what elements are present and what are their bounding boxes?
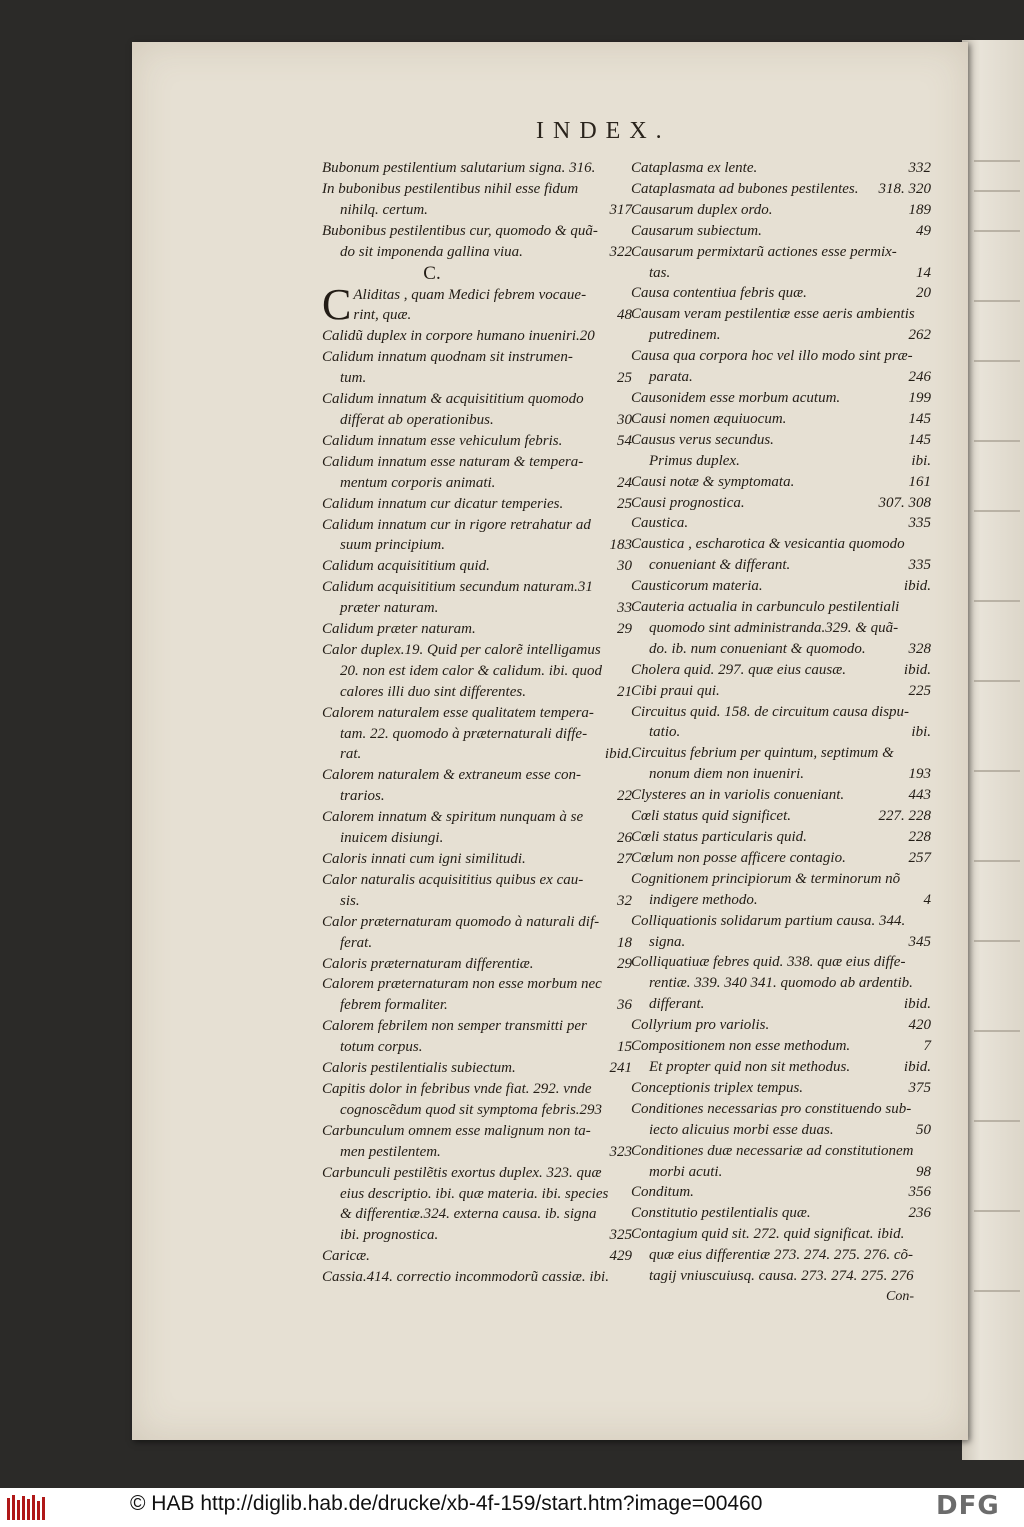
page-reference: 49	[916, 222, 931, 239]
entry-text: Cibi praui qui.	[631, 682, 720, 699]
entry-text: Calidũ duplex in corpore humano inueniri.20	[322, 328, 595, 345]
page-reference: 375	[908, 1079, 931, 1096]
index-entry	[322, 640, 632, 703]
index-entry	[322, 912, 632, 954]
page-reference: 18	[617, 934, 632, 951]
entry-text: rint, quæ.	[353, 307, 412, 324]
page-reference: ibid.	[604, 746, 632, 763]
entry-text: Cholera quid. 297. quæ eius causæ.	[631, 661, 847, 678]
entry-text: indigere methodo.	[649, 891, 758, 908]
entry-text: inuicem disiungi.	[340, 830, 444, 847]
index-entry	[631, 430, 931, 451]
entry-text: Calorem naturalem & extraneum esse con-	[322, 767, 581, 784]
entry-text: Causi nomen æquiuocum.	[631, 410, 787, 427]
entry-text: Constitutio pestilentialis quæ.	[631, 1205, 811, 1222]
page-reference: 32	[617, 892, 632, 909]
entry-text: tas.	[649, 264, 671, 281]
entry-text: ferat.	[340, 934, 373, 951]
entry-text: Calor naturalis acquisititius quibus ex cau-	[322, 871, 584, 888]
index-entry	[322, 326, 632, 347]
entry-text: Calidum innatum cur dicatur temperies.	[322, 495, 564, 512]
page-reference: 225	[908, 682, 931, 699]
entry-text: Cognitionem principiorum & terminorum nõ	[631, 870, 901, 887]
index-entry	[631, 493, 931, 514]
index-entry	[631, 472, 931, 493]
entry-text: Caloris præternaturam differentiæ.	[322, 955, 534, 972]
page-reference: 236	[908, 1205, 931, 1222]
index-entry	[631, 597, 931, 660]
entry-text: Capitis dolor in febribus vnde fiat. 292. vnde	[322, 1080, 592, 1097]
entry-text: differant.	[649, 996, 705, 1013]
index-entry	[631, 1224, 931, 1287]
adjacent-page-edge	[962, 40, 1024, 1460]
entry-text: trarios.	[340, 788, 385, 805]
index-entry	[631, 848, 931, 869]
page-reference: 36	[617, 997, 632, 1014]
entry-text: tagij vniuscuiusq. causa. 273. 274. 275. 276	[649, 1268, 914, 1285]
page-reference: ibid.	[903, 578, 931, 595]
entry-text: do sit imponenda gallina viua.	[340, 243, 523, 260]
entry-text: Colliquationis solidarum partium causa. 344.	[631, 912, 906, 929]
index-entry	[322, 279, 632, 329]
index-entry	[322, 221, 632, 263]
page-reference: 29	[617, 955, 632, 972]
page-reference: 307. 308	[878, 494, 931, 511]
page-reference: 228	[908, 829, 931, 845]
index-entry	[322, 452, 632, 494]
index-entry	[322, 431, 632, 452]
page-reference: ibid.	[903, 1058, 931, 1075]
page-reference: 22	[617, 788, 632, 805]
entry-text: Circuitus febrium per quintum, septimum &	[631, 745, 894, 762]
entry-text: Cataplasma ex lente.	[631, 160, 758, 176]
entry-text: Bubonibus pestilentibus cur, quomodo & quã-	[322, 222, 598, 239]
index-entry	[631, 743, 931, 785]
page-reference: 241	[609, 1060, 632, 1077]
index-entry	[322, 619, 632, 640]
index-entry	[631, 1078, 931, 1099]
index-entry	[322, 765, 632, 807]
page-reference: 161	[908, 473, 931, 490]
index-entry	[322, 1121, 632, 1163]
entry-text: sis.	[340, 892, 360, 909]
entry-text: Causam veram pestilentiæ esse aeris ambientis	[631, 306, 915, 323]
entry-text: Circuitus quid. 158. de circuitum causa dispu-	[631, 703, 910, 720]
page-reference: 26	[617, 830, 632, 847]
index-entry	[322, 1246, 632, 1267]
index-entry	[631, 158, 931, 179]
page-reference: 429	[609, 1248, 632, 1265]
entry-text: Causticorum materia.	[631, 578, 763, 595]
page-reference: 21	[617, 683, 632, 700]
catchword: Con-	[886, 1289, 914, 1304]
entry-text: conueniant & differant.	[649, 557, 791, 574]
index-entry	[631, 806, 931, 827]
page-reference: 318. 320	[878, 180, 931, 197]
entry-text: Causi prognostica.	[631, 494, 745, 511]
entry-text: ibi. prognostica.	[340, 1227, 439, 1244]
entry-text: putredinem.	[649, 327, 721, 344]
index-entry	[631, 1182, 931, 1203]
index-entry	[631, 1036, 931, 1057]
page-reference: 317	[609, 201, 632, 218]
page-reference: 14	[916, 264, 931, 281]
entry-text: rentiæ. 339. 340 341. quomodo ab ardentib.	[649, 975, 913, 992]
page-reference: 30	[617, 558, 632, 575]
entry-text: Causarum permixtarũ actiones esse permix-	[631, 243, 897, 260]
page-reference: 27	[617, 851, 632, 867]
index-entry	[631, 681, 931, 702]
entry-text: Calorem innatum & spiritum nunquam à se	[322, 809, 584, 826]
entry-text: Carbunculum omnem esse malignum non ta-	[322, 1122, 591, 1139]
entry-text: Caustica.	[631, 515, 689, 532]
index-entry	[322, 703, 632, 766]
entry-text: Causarum duplex ordo.	[631, 201, 773, 218]
entry-text: Calorem febrilem non semper transmitti per	[322, 1018, 587, 1035]
entry-text: eius descriptio. ibi. quæ materia. ibi. species	[340, 1185, 609, 1202]
page-reference: 48	[617, 307, 632, 324]
index-entry	[322, 1016, 632, 1058]
entry-text: Causus verus secundus.	[631, 431, 774, 448]
page-reference: 193	[908, 766, 931, 783]
entry-text: Conditiones necessarias pro constituendo sub-	[631, 1100, 912, 1117]
entry-text: tam. 22. quomodo à præternaturali diffe-	[340, 725, 588, 742]
page-reference: 246	[908, 369, 931, 386]
page-reference: 322	[609, 243, 632, 260]
entry-text: Calidum innatum quodnam sit instrumen-	[322, 349, 573, 366]
entry-text: calores illi duo sint differentes.	[340, 683, 526, 700]
entry-text: Caustica , escharotica & vesicantia quomodo	[631, 536, 905, 553]
page-reference: 227. 228	[878, 808, 931, 825]
page-reference: 189	[908, 201, 931, 218]
drop-cap: C	[322, 279, 352, 329]
entry-text: Conceptionis triplex tempus.	[631, 1079, 804, 1096]
entry-text: nihilq. certum.	[340, 201, 428, 218]
index-entry	[631, 388, 931, 409]
entry-text: Cassia.414. correctio incommodorũ cassiæ. ibi.	[322, 1269, 609, 1286]
entry-text: Calidum acquisititium secundum naturam.31	[322, 579, 593, 596]
page-reference: 323	[609, 1143, 632, 1160]
entry-text: præter naturam.	[340, 600, 439, 617]
index-entry	[631, 911, 931, 953]
entry-text: Cataplasmata ad bubones pestilentes.	[631, 180, 859, 197]
page-reference: 29	[617, 621, 632, 638]
section-letter: C.	[423, 262, 441, 284]
page-reference: 20	[916, 285, 931, 302]
page-reference: 335	[908, 515, 931, 532]
entry-text: signa.	[649, 933, 686, 950]
index-entry	[322, 974, 632, 1016]
entry-text: Calorem naturalem esse qualitatem tempera-	[322, 704, 594, 721]
index-entry	[631, 346, 931, 388]
page-reference: ibid.	[903, 661, 931, 678]
entry-text: Causi notæ & symptomata.	[631, 473, 795, 490]
page-reference: 25	[617, 495, 632, 512]
entry-text: quomodo sint administranda.329. & quã-	[649, 619, 899, 636]
index-entry	[322, 1058, 632, 1079]
index-entry	[631, 200, 931, 221]
index-column-right	[631, 158, 931, 1287]
entry-text: Et propter quid non sit methodus.	[649, 1058, 851, 1075]
index-entry	[631, 409, 931, 430]
index-entry	[631, 827, 931, 848]
entry-text: Causarum subiectum.	[631, 222, 762, 239]
entry-text: morbi acuti.	[649, 1163, 723, 1180]
entry-text: & differentiæ.324. externa causa. ib. signa	[340, 1206, 597, 1223]
index-entry	[322, 179, 632, 221]
citation-link[interactable]: © HAB http://diglib.hab.de/drucke/xb-4f-159/start.htm?image=00460	[130, 1492, 763, 1515]
index-column-left	[322, 158, 632, 1288]
index-entry	[322, 1267, 632, 1288]
entry-text: Conditum.	[631, 1184, 694, 1201]
index-entry	[322, 494, 632, 515]
index-entry	[631, 952, 931, 1015]
index-entry	[322, 807, 632, 849]
page-reference: 443	[908, 787, 931, 804]
index-entry	[631, 1057, 931, 1078]
index-entry	[631, 242, 931, 284]
entry-text: Clysteres an in variolis conueniant.	[631, 787, 845, 804]
index-entry	[631, 785, 931, 806]
entry-text: Caloris pestilentialis subiectum.	[322, 1060, 516, 1077]
hab-logo-icon	[6, 1494, 50, 1522]
index-entry	[631, 1015, 931, 1036]
entry-text: tum.	[340, 370, 367, 387]
page-reference: ibi.	[911, 452, 931, 469]
entry-text: Calidum innatum esse vehiculum febris.	[322, 432, 563, 449]
entry-text: Causa contentiua febris quæ.	[631, 285, 807, 302]
index-entry	[631, 283, 931, 304]
page-reference: 7	[923, 1038, 931, 1055]
page-reference: 54	[617, 432, 632, 449]
entry-text: Cœli status quid significet.	[631, 808, 792, 825]
page-reference: ibid.	[903, 996, 931, 1013]
index-entry	[631, 1203, 931, 1224]
entry-text: rat.	[340, 746, 362, 763]
entry-text: Calidum acquisititium quid.	[322, 558, 490, 575]
entry-text: Colliquatiuæ febres quid. 338. quæ eius diffe-	[631, 954, 906, 971]
page-reference: 15	[617, 1039, 632, 1056]
entry-text: Calorem præternaturam non esse morbum nec	[322, 976, 602, 993]
page-reference: 50	[916, 1121, 931, 1138]
entry-text: Calidum innatum esse naturam & tempera-	[322, 453, 584, 470]
index-entry	[322, 515, 632, 557]
entry-text: iecto alicuius morbi esse duas.	[649, 1121, 834, 1138]
entry-text: Caricæ.	[322, 1248, 370, 1265]
entry-text: tatio.	[649, 724, 681, 741]
entry-text: men pestilentem.	[340, 1143, 441, 1160]
entry-text: Calidum præter naturam.	[322, 621, 476, 638]
index-entry	[322, 389, 632, 431]
entry-text: mentum corporis animati.	[340, 474, 496, 491]
index-entry	[631, 179, 931, 200]
index-entry	[322, 1079, 632, 1121]
entry-text: 20. non est idem calor & calidum. ibi. quod	[340, 662, 603, 679]
entry-text: Causa qua corpora hoc vel illo modo sint præ-	[631, 348, 913, 365]
page-reference: 4	[923, 891, 931, 908]
entry-text: Carbunculi pestilẽtis exortus duplex. 323. quæ	[322, 1164, 602, 1181]
page-reference: 145	[908, 410, 931, 427]
entry-text: Bubonum pestilentium salutarium signa. 316.	[322, 160, 596, 176]
index-entry	[322, 347, 632, 389]
index-entry	[631, 660, 931, 681]
index-entry	[631, 1141, 931, 1183]
page-reference: 262	[908, 327, 931, 344]
page-reference: 335	[908, 557, 931, 574]
entry-text: do. ib. num conueniant & quomodo.	[649, 640, 866, 657]
index-entry	[322, 556, 632, 577]
index-entry	[631, 702, 931, 744]
entry-text: Calidum innatum cur in rigore retrahatur ad	[322, 516, 591, 533]
entry-text: differat ab operationibus.	[340, 411, 494, 428]
page-reference: 33	[617, 600, 632, 617]
entry-text: nonum diem non inueniri.	[649, 766, 804, 783]
entry-text: In bubonibus pestilentibus nihil esse fidum	[322, 180, 579, 197]
index-entry	[322, 577, 632, 619]
entry-text: Calor præternaturam quomodo à naturali dif-	[322, 913, 600, 930]
page-reference: 30	[617, 411, 632, 428]
entry-text: Primus duplex.	[649, 452, 740, 469]
entry-text: suum principium.	[340, 537, 445, 554]
page-reference: 24	[617, 474, 632, 491]
index-entry	[322, 849, 632, 870]
page-reference: 199	[908, 389, 931, 406]
entry-text: Conditiones duæ necessariæ ad constitutionem	[631, 1142, 914, 1159]
page-reference: 183	[609, 537, 632, 554]
dfg-logo: DFG	[936, 1491, 1000, 1521]
entry-text: parata.	[649, 369, 693, 386]
page-reference: 257	[908, 849, 931, 866]
index-entry	[322, 870, 632, 912]
index-entry	[631, 534, 931, 576]
entry-text: Cœlum non posse afficere contagio.	[631, 849, 846, 866]
entry-text: totum corpus.	[340, 1039, 423, 1056]
index-entry	[322, 158, 632, 179]
entry-text: Calidum innatum & acquisititium quomodo	[322, 391, 584, 408]
index-entry	[631, 1099, 931, 1141]
entry-text: Cauteria actualia in carbunculo pestilentiali	[631, 599, 900, 616]
entry-text: quæ eius differentiæ 273. 274. 275. 276. cõ-	[649, 1247, 914, 1264]
entry-text: cognoscẽdum quod sit symptoma febris.293	[340, 1101, 603, 1118]
index-entry	[631, 451, 931, 472]
page-reference: 332	[908, 160, 931, 176]
page-reference: ibi.	[911, 724, 931, 741]
footer-bar	[0, 1488, 1024, 1527]
index-entry	[631, 869, 931, 911]
page-reference: 356	[908, 1184, 931, 1201]
page-reference: 328	[908, 640, 931, 657]
page-reference: 98	[916, 1163, 931, 1180]
page-reference: 25	[617, 370, 632, 387]
entry-text: Calor duplex.19. Quid per calorẽ intelligamus	[322, 641, 601, 658]
page-title: INDEX.	[536, 118, 671, 144]
index-entry	[322, 954, 632, 975]
entry-text: Cœli status particularis quid.	[631, 829, 807, 845]
page-reference: 145	[908, 431, 931, 448]
index-entry	[631, 576, 931, 597]
page-reference: 325	[609, 1227, 632, 1244]
index-entry	[631, 221, 931, 242]
entry-text: Contagium quid sit. 272. quid significat. ibid.	[631, 1226, 905, 1243]
page-reference: 420	[908, 1017, 931, 1034]
page-reference: 345	[908, 933, 931, 950]
entry-text: Collyrium pro variolis.	[631, 1017, 770, 1034]
entry-text: Causonidem esse morbum acutum.	[631, 389, 841, 406]
entry-text: Compositionem non esse methodum.	[631, 1038, 851, 1055]
entry-text: febrem formaliter.	[340, 997, 448, 1014]
index-entry	[322, 1163, 632, 1247]
entry-text: Caloris innati cum igni similitudi.	[322, 851, 526, 867]
entry-text: Aliditas , quam Medici febrem vocaue-	[353, 286, 587, 303]
index-entry	[631, 304, 931, 346]
index-entry	[631, 513, 931, 534]
